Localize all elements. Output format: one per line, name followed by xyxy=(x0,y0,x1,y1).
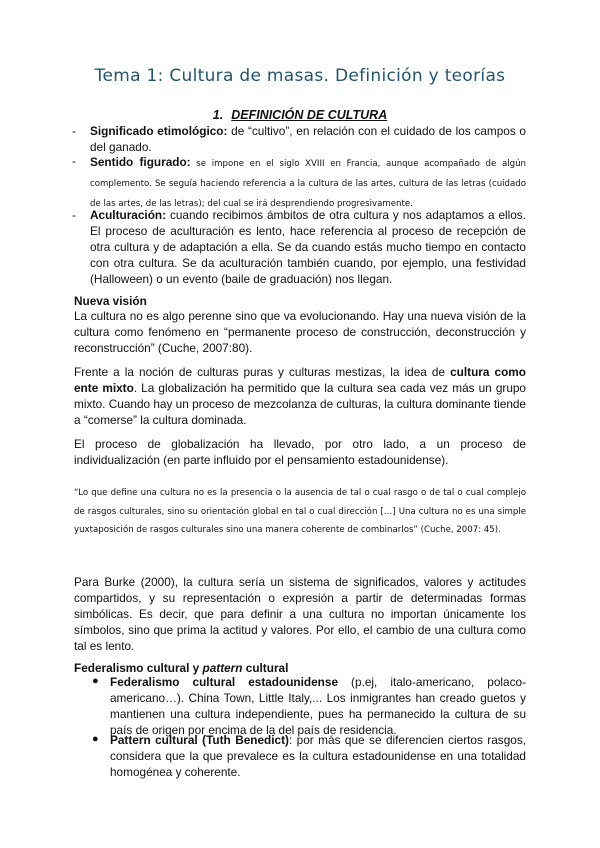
section-heading-text: DEFINICIÓN DE CULTURA xyxy=(231,108,388,122)
definition-term: Significado etimológico: xyxy=(90,124,228,138)
bullet-icon: ● xyxy=(92,733,99,745)
subheading-text: cultural xyxy=(242,661,289,675)
dash-marker: - xyxy=(72,154,76,168)
paragraph: La cultura no es algo perenne sino que va evolucionando. Hay una nueva visión de la cultura como fenómeno en “permanente proceso de construcción, deconstrucción y reconstrucción” (Cuche, 2007:80). xyxy=(74,309,526,355)
definition-term: Sentido figurado: xyxy=(90,155,191,169)
definition-item xyxy=(72,153,526,213)
subheading-italic: pattern xyxy=(202,661,243,675)
bullet-text: (p.ej, italo-americano, polaco-americano…). China Town, Little Italy,... Los inmigrantes han creado guetos y mantienen una cultura independiente, pues ha permanecido la cultura de su país de origen por encima de la del país de residencia. xyxy=(110,675,526,737)
bullet-item xyxy=(92,674,526,738)
definition-term: Aculturación: xyxy=(90,208,167,222)
bullet-icon: ● xyxy=(92,675,99,687)
subheading-text: Federalismo cultural y xyxy=(74,661,203,675)
page-title: Tema 1: Cultura de masas. Definición y teorías xyxy=(94,66,506,86)
dash-marker: - xyxy=(72,208,76,222)
dash-marker: - xyxy=(72,124,76,138)
paragraph-bold: cultura como ente mixto xyxy=(74,365,526,395)
definition-text: de “cultivo”, en relación con el cuidado de los campos o del ganado. xyxy=(90,124,526,154)
section-number: 1. xyxy=(212,108,224,122)
subheading-text: Nueva visión xyxy=(74,294,147,308)
bullet-term: Pattern cultural (Tuth Benedict) xyxy=(110,733,289,747)
block-quote: “Lo que define una cultura no es la presencia o la ausencia de tal o cual rasgo o de tal o cual complejo de rasgos culturales, sino su orientación global en tal o cual dirección […] Una cultura no es una simple yuxtaposición de rasgos culturales sino una manera coherente de combinarlos” (Cuche, 2007: 45). xyxy=(74,488,526,535)
paragraph: El proceso de globalización ha llevado, por otro lado, a un proceso de individualización (en parte influido por el pensamiento estadounidense). xyxy=(74,437,526,467)
bullet-term: Federalismo cultural estadounidense xyxy=(110,675,339,689)
section-heading xyxy=(0,108,600,122)
bullet-text: : por más que se diferencien ciertos rasgos, considera que la que prevalece es la cultura estadounidense en una totalidad homogénea y coherente. xyxy=(110,733,526,779)
bullet-item xyxy=(92,732,526,780)
paragraph-text: . La globalización ha permitido que la cultura sea cada vez más un grupo mixto. Cuando hay un proceso de mezcolanza de culturas, la cultura dominante tiende a “comerse” la cultura dominada. xyxy=(74,381,526,427)
definition-item xyxy=(72,207,526,287)
paragraph-text: Frente a la noción de culturas puras y culturas mestizas, la idea de xyxy=(74,365,451,379)
paragraph xyxy=(74,364,526,428)
subheading-nueva-vision xyxy=(74,293,526,309)
definition-text: se impone en el siglo XVIII en Francia, aunque acompañado de algún complemento. Se seguía haciendo referencia a la cultura de las artes, cultura de las letras (cuidado de las artes, de las letras); del cual se irá desprendiendo progresivamente. xyxy=(90,159,526,209)
paragraph: Para Burke (2000), la cultura sería un sistema de significados, valores y actitudes compartidos, y su representación o expresión a partir de determinadas formas simbólicas. Es decir, que para definir a una cultura no importan únicamente los símbolos, sino que prima la actitud y valores. Por ello, el cambio de una cultura como tal es lento. xyxy=(74,575,526,653)
definition-text: cuando recibimos ámbitos de otra cultura y nos adaptamos a ellos. El proceso de aculturación es lento, hace referencia al proceso de recepción de otra cultura y de adaptación a ella. Se da cuando estás mucho tiempo en contacto con otra cultura. Se da aculturación también cuando, por ejemplo, una festividad (Halloween) o un evento (baile de graduación) nos llegan. xyxy=(90,208,526,286)
definition-item xyxy=(72,123,526,155)
